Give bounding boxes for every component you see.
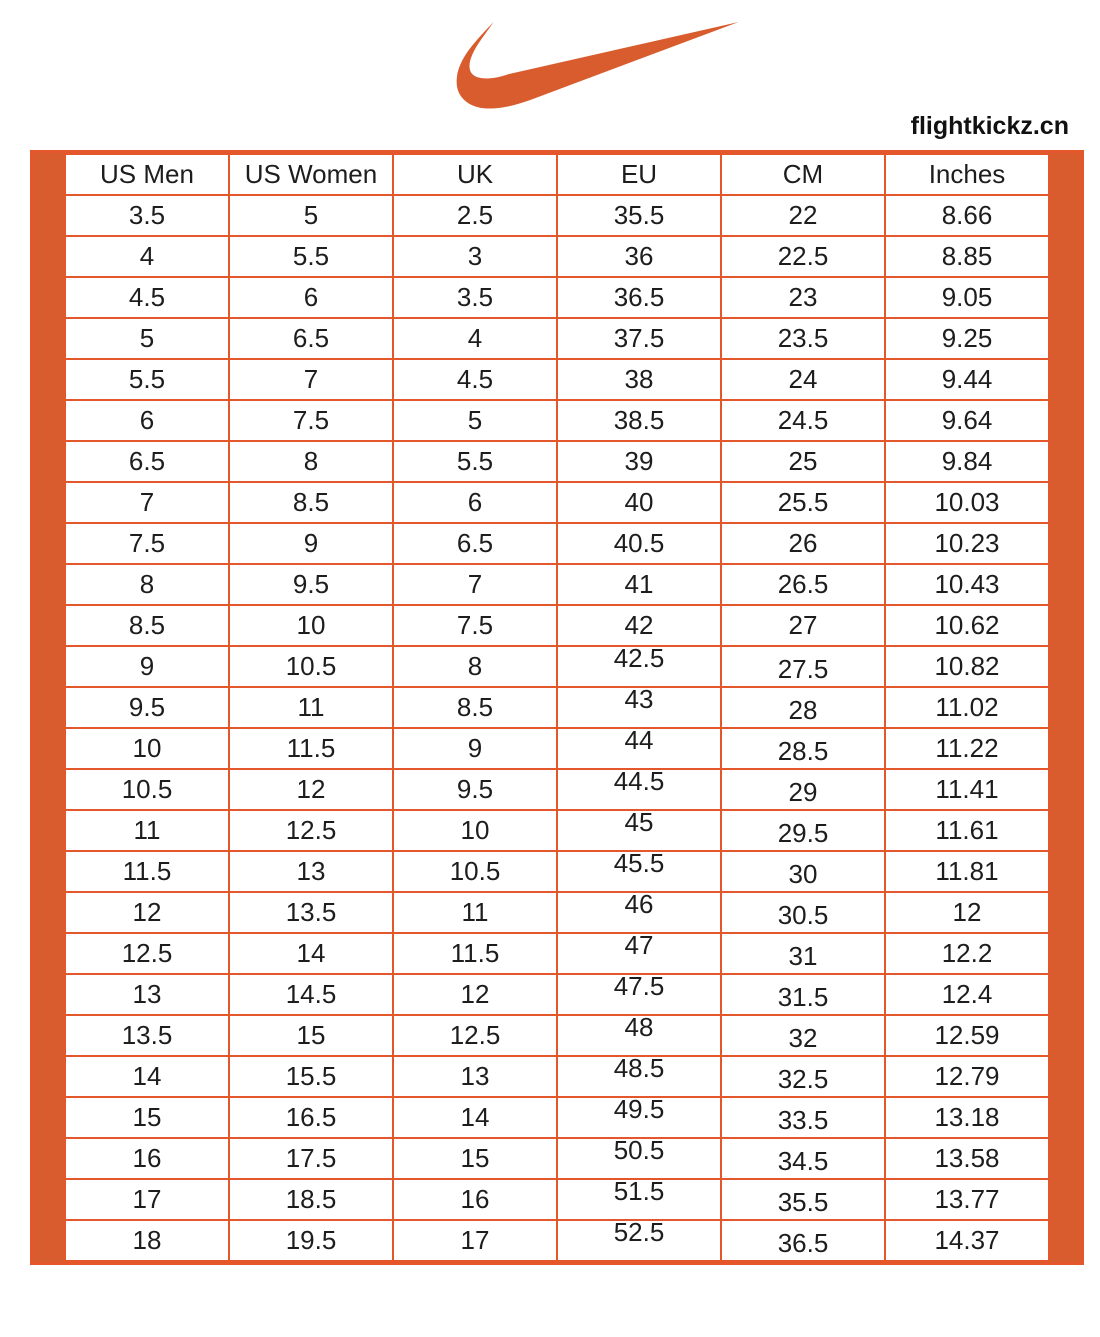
size-cell: 26.5 (721, 564, 885, 605)
column-header-inches: Inches (885, 154, 1049, 195)
size-cell: 11.5 (229, 728, 393, 769)
size-cell: 11.41 (885, 769, 1049, 810)
size-cell: 24 (721, 359, 885, 400)
table-row (65, 933, 1049, 974)
size-table-container (30, 150, 1084, 1265)
size-cell: 6 (65, 400, 229, 441)
size-cell: 6.5 (229, 318, 393, 359)
table-row (65, 728, 1049, 769)
size-cell: 38.5 (557, 400, 721, 441)
size-cell: 2.5 (393, 195, 557, 236)
size-cell: 33.5 (721, 1097, 885, 1138)
size-cell: 35.5 (557, 195, 721, 236)
size-cell: 49.5 (557, 1097, 721, 1138)
size-cell: 3.5 (65, 195, 229, 236)
size-cell: 11.02 (885, 687, 1049, 728)
size-cell: 48.5 (557, 1056, 721, 1097)
size-cell: 28 (721, 687, 885, 728)
size-cell: 8 (229, 441, 393, 482)
size-cell: 7 (393, 564, 557, 605)
size-cell: 8 (65, 564, 229, 605)
table-row (65, 1179, 1049, 1220)
size-cell: 18.5 (229, 1179, 393, 1220)
size-cell: 31 (721, 933, 885, 974)
table-row (65, 892, 1049, 933)
column-header-us-women: US Women (229, 154, 393, 195)
size-cell: 38 (557, 359, 721, 400)
size-cell: 10 (393, 810, 557, 851)
size-cell: 6.5 (65, 441, 229, 482)
size-cell: 13.58 (885, 1138, 1049, 1179)
size-cell: 13 (393, 1056, 557, 1097)
size-cell: 19.5 (229, 1220, 393, 1261)
size-cell: 17 (65, 1179, 229, 1220)
size-cell: 44 (557, 728, 721, 769)
table-row (65, 646, 1049, 687)
size-cell: 22.5 (721, 236, 885, 277)
size-cell: 25 (721, 441, 885, 482)
size-cell: 36 (557, 236, 721, 277)
size-cell: 9.05 (885, 277, 1049, 318)
size-cell: 12.5 (65, 933, 229, 974)
size-cell: 10.5 (229, 646, 393, 687)
size-cell: 10.62 (885, 605, 1049, 646)
table-row (65, 687, 1049, 728)
column-header-us-men: US Men (65, 154, 229, 195)
table-row (65, 236, 1049, 277)
size-cell: 12.79 (885, 1056, 1049, 1097)
size-cell: 12.5 (229, 810, 393, 851)
table-row (65, 851, 1049, 892)
table-row (65, 359, 1049, 400)
size-cell: 4.5 (393, 359, 557, 400)
size-cell: 13.77 (885, 1179, 1049, 1220)
size-cell: 35.5 (721, 1179, 885, 1220)
size-cell: 10.82 (885, 646, 1049, 687)
size-cell: 3 (393, 236, 557, 277)
table-row (65, 400, 1049, 441)
table-row (65, 1138, 1049, 1179)
size-cell: 13 (229, 851, 393, 892)
size-cell: 14 (229, 933, 393, 974)
size-cell: 6 (393, 482, 557, 523)
size-cell: 9.5 (65, 687, 229, 728)
size-cell: 11.22 (885, 728, 1049, 769)
size-cell: 14.5 (229, 974, 393, 1015)
size-cell: 12.2 (885, 933, 1049, 974)
table-row (65, 769, 1049, 810)
size-cell: 14 (393, 1097, 557, 1138)
size-cell: 11 (65, 810, 229, 851)
size-cell: 15 (393, 1138, 557, 1179)
size-cell: 16 (65, 1138, 229, 1179)
nike-swoosh-icon (452, 22, 745, 114)
size-cell: 15 (65, 1097, 229, 1138)
size-cell: 10 (229, 605, 393, 646)
size-cell: 12.5 (393, 1015, 557, 1056)
size-cell: 17.5 (229, 1138, 393, 1179)
size-cell: 13 (65, 974, 229, 1015)
size-cell: 47 (557, 933, 721, 974)
size-cell: 5.5 (393, 441, 557, 482)
size-cell: 11.5 (393, 933, 557, 974)
size-cell: 7.5 (393, 605, 557, 646)
size-cell: 43 (557, 687, 721, 728)
size-cell: 11.61 (885, 810, 1049, 851)
size-cell: 12 (393, 974, 557, 1015)
size-cell: 12.4 (885, 974, 1049, 1015)
table-row (65, 441, 1049, 482)
size-cell: 6 (229, 277, 393, 318)
size-cell: 32 (721, 1015, 885, 1056)
size-cell: 11 (229, 687, 393, 728)
size-cell: 23 (721, 277, 885, 318)
size-cell: 45.5 (557, 851, 721, 892)
size-cell: 8 (393, 646, 557, 687)
size-cell: 10.43 (885, 564, 1049, 605)
size-cell: 42.5 (557, 646, 721, 687)
column-header-uk: UK (393, 154, 557, 195)
size-cell: 16.5 (229, 1097, 393, 1138)
size-cell: 30.5 (721, 892, 885, 933)
size-cell: 41 (557, 564, 721, 605)
size-cell: 5.5 (229, 236, 393, 277)
table-row (65, 277, 1049, 318)
size-cell: 26 (721, 523, 885, 564)
size-cell: 9.25 (885, 318, 1049, 359)
table-row (65, 482, 1049, 523)
size-cell: 10 (65, 728, 229, 769)
size-cell: 9 (65, 646, 229, 687)
size-cell: 9.5 (393, 769, 557, 810)
size-cell: 5 (393, 400, 557, 441)
size-cell: 10.5 (65, 769, 229, 810)
size-cell: 12 (65, 892, 229, 933)
size-cell: 13.5 (229, 892, 393, 933)
table-row (65, 318, 1049, 359)
size-cell: 12 (229, 769, 393, 810)
size-cell: 9 (393, 728, 557, 769)
watermark-text: flightkickz.cn (910, 112, 1069, 140)
size-cell: 6.5 (393, 523, 557, 564)
size-cell: 36.5 (721, 1220, 885, 1261)
size-cell: 22 (721, 195, 885, 236)
size-cell: 42 (557, 605, 721, 646)
size-cell: 3.5 (393, 277, 557, 318)
size-cell: 14 (65, 1056, 229, 1097)
size-cell: 8.5 (65, 605, 229, 646)
size-cell: 7 (65, 482, 229, 523)
size-cell: 10.5 (393, 851, 557, 892)
size-cell: 27.5 (721, 646, 885, 687)
table-row (65, 1220, 1049, 1261)
size-table-body (65, 195, 1049, 1261)
size-cell: 11 (393, 892, 557, 933)
size-cell: 7.5 (65, 523, 229, 564)
table-row (65, 810, 1049, 851)
size-cell: 17 (393, 1220, 557, 1261)
size-cell: 15 (229, 1015, 393, 1056)
size-cell: 31.5 (721, 974, 885, 1015)
size-cell: 8.5 (229, 482, 393, 523)
size-cell: 10.03 (885, 482, 1049, 523)
table-row (65, 974, 1049, 1015)
size-cell: 50.5 (557, 1138, 721, 1179)
table-row (65, 1056, 1049, 1097)
size-cell: 32.5 (721, 1056, 885, 1097)
size-cell: 11.5 (65, 851, 229, 892)
size-cell: 9.84 (885, 441, 1049, 482)
size-cell: 4 (393, 318, 557, 359)
column-header-eu: EU (557, 154, 721, 195)
size-cell: 8.66 (885, 195, 1049, 236)
size-cell: 14.37 (885, 1220, 1049, 1261)
size-cell: 44.5 (557, 769, 721, 810)
size-cell: 34.5 (721, 1138, 885, 1179)
size-cell: 4.5 (65, 277, 229, 318)
size-cell: 7.5 (229, 400, 393, 441)
table-row (65, 195, 1049, 236)
size-cell: 8.85 (885, 236, 1049, 277)
size-cell: 25.5 (721, 482, 885, 523)
column-header-cm: CM (721, 154, 885, 195)
size-cell: 13.18 (885, 1097, 1049, 1138)
table-row (65, 1097, 1049, 1138)
size-conversion-table (64, 153, 1050, 1262)
size-cell: 30 (721, 851, 885, 892)
size-cell: 45 (557, 810, 721, 851)
size-cell: 12.59 (885, 1015, 1049, 1056)
header-row (65, 154, 1049, 195)
size-cell: 18 (65, 1220, 229, 1261)
size-cell: 7 (229, 359, 393, 400)
size-cell: 10.23 (885, 523, 1049, 564)
size-cell: 37.5 (557, 318, 721, 359)
size-cell: 39 (557, 441, 721, 482)
size-cell: 8.5 (393, 687, 557, 728)
table-row (65, 605, 1049, 646)
size-cell: 23.5 (721, 318, 885, 359)
size-cell: 40 (557, 482, 721, 523)
table-row (65, 523, 1049, 564)
size-cell: 4 (65, 236, 229, 277)
size-cell: 52.5 (557, 1220, 721, 1261)
right-accent-bar (1050, 153, 1081, 1262)
size-cell: 47.5 (557, 974, 721, 1015)
size-cell: 12 (885, 892, 1049, 933)
size-cell: 27 (721, 605, 885, 646)
size-cell: 9.44 (885, 359, 1049, 400)
table-row (65, 564, 1049, 605)
size-cell: 5 (229, 195, 393, 236)
size-cell: 5.5 (65, 359, 229, 400)
size-cell: 28.5 (721, 728, 885, 769)
size-cell: 9.5 (229, 564, 393, 605)
size-cell: 9.64 (885, 400, 1049, 441)
size-cell: 9 (229, 523, 393, 564)
size-cell: 46 (557, 892, 721, 933)
size-cell: 48 (557, 1015, 721, 1056)
table-row (65, 1015, 1049, 1056)
size-cell: 5 (65, 318, 229, 359)
size-cell: 29.5 (721, 810, 885, 851)
size-cell: 40.5 (557, 523, 721, 564)
size-cell: 51.5 (557, 1179, 721, 1220)
left-accent-bar (33, 153, 64, 1262)
size-cell: 11.81 (885, 851, 1049, 892)
size-cell: 16 (393, 1179, 557, 1220)
size-cell: 15.5 (229, 1056, 393, 1097)
size-cell: 24.5 (721, 400, 885, 441)
size-cell: 13.5 (65, 1015, 229, 1056)
size-cell: 29 (721, 769, 885, 810)
size-cell: 36.5 (557, 277, 721, 318)
